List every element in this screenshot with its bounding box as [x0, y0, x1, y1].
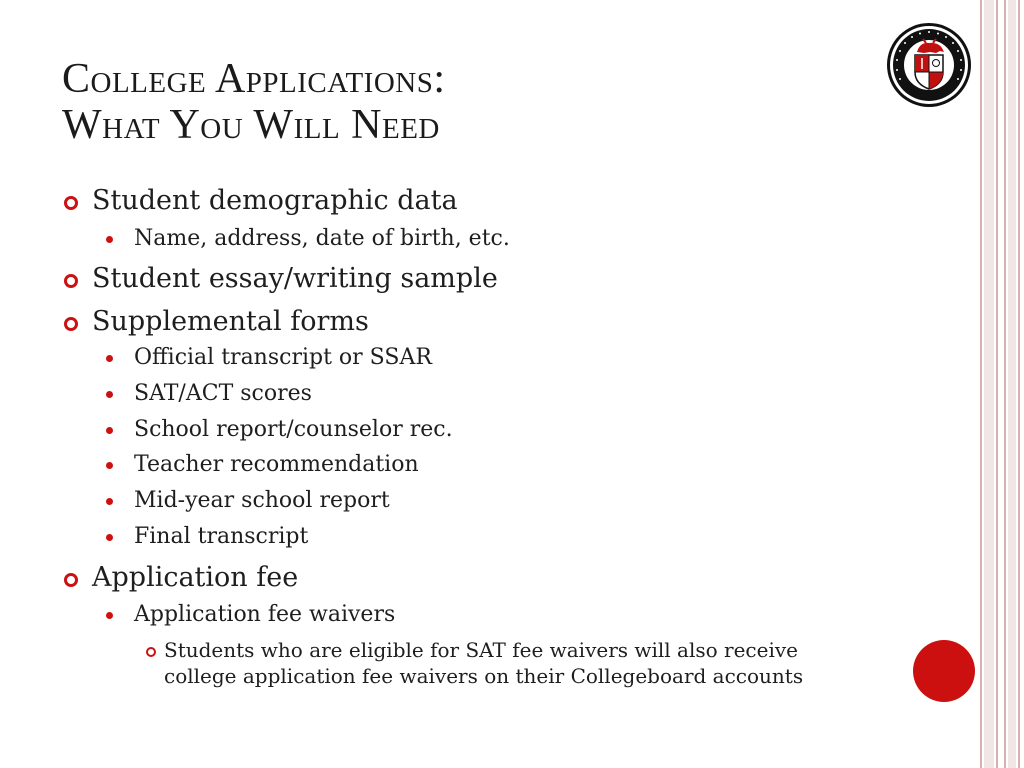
- list-item: Application fee: [92, 562, 299, 593]
- bullet-icon: [106, 391, 113, 398]
- list-item: Final transcript: [134, 524, 309, 549]
- bullet-icon: [146, 647, 156, 657]
- bullet-icon: [106, 427, 113, 434]
- list-item-line: Students who are eligible for SAT fee waivers will also receive: [164, 638, 799, 662]
- bullet-icon: [64, 317, 78, 331]
- decorative-red-circle: [913, 640, 975, 702]
- bullet-icon: [106, 498, 113, 505]
- bullet-icon: [106, 236, 113, 243]
- list-item: School report/counselor rec.: [134, 417, 453, 442]
- list-item: Student demographic data: [92, 185, 458, 216]
- bullet-icon: [64, 196, 78, 210]
- bullet-icon: [64, 274, 78, 288]
- frame-line: [996, 0, 998, 768]
- bullet-icon: [106, 534, 113, 541]
- bullet-icon: [106, 355, 113, 362]
- frame-stripe: [984, 0, 994, 768]
- list-item: Supplemental forms: [92, 306, 369, 337]
- list-item: Official transcript or SSAR: [134, 345, 432, 370]
- frame-line: [980, 0, 982, 768]
- bullet-icon: [64, 573, 78, 587]
- title-line: College Applications:: [62, 56, 446, 102]
- list-item: Name, address, date of birth, etc.: [134, 226, 510, 251]
- page-title: [62, 56, 446, 148]
- frame-line: [1018, 0, 1020, 768]
- title-line: What You Will Need: [62, 102, 440, 148]
- list-item-line: college application fee waivers on their Collegeboard accounts: [164, 664, 804, 688]
- bullet-icon: [106, 462, 113, 469]
- bullet-icon: [106, 612, 113, 619]
- list-item: SAT/ACT scores: [134, 381, 312, 406]
- list-item: Application fee waivers: [134, 602, 396, 627]
- list-item: Student essay/writing sample: [92, 263, 498, 294]
- frame-line: [1004, 0, 1006, 768]
- list-item: Mid-year school report: [134, 488, 390, 513]
- list-item: [164, 637, 884, 689]
- frame-stripe: [1008, 0, 1016, 768]
- school-seal-icon: [886, 22, 972, 108]
- list-item: Teacher recommendation: [134, 452, 419, 477]
